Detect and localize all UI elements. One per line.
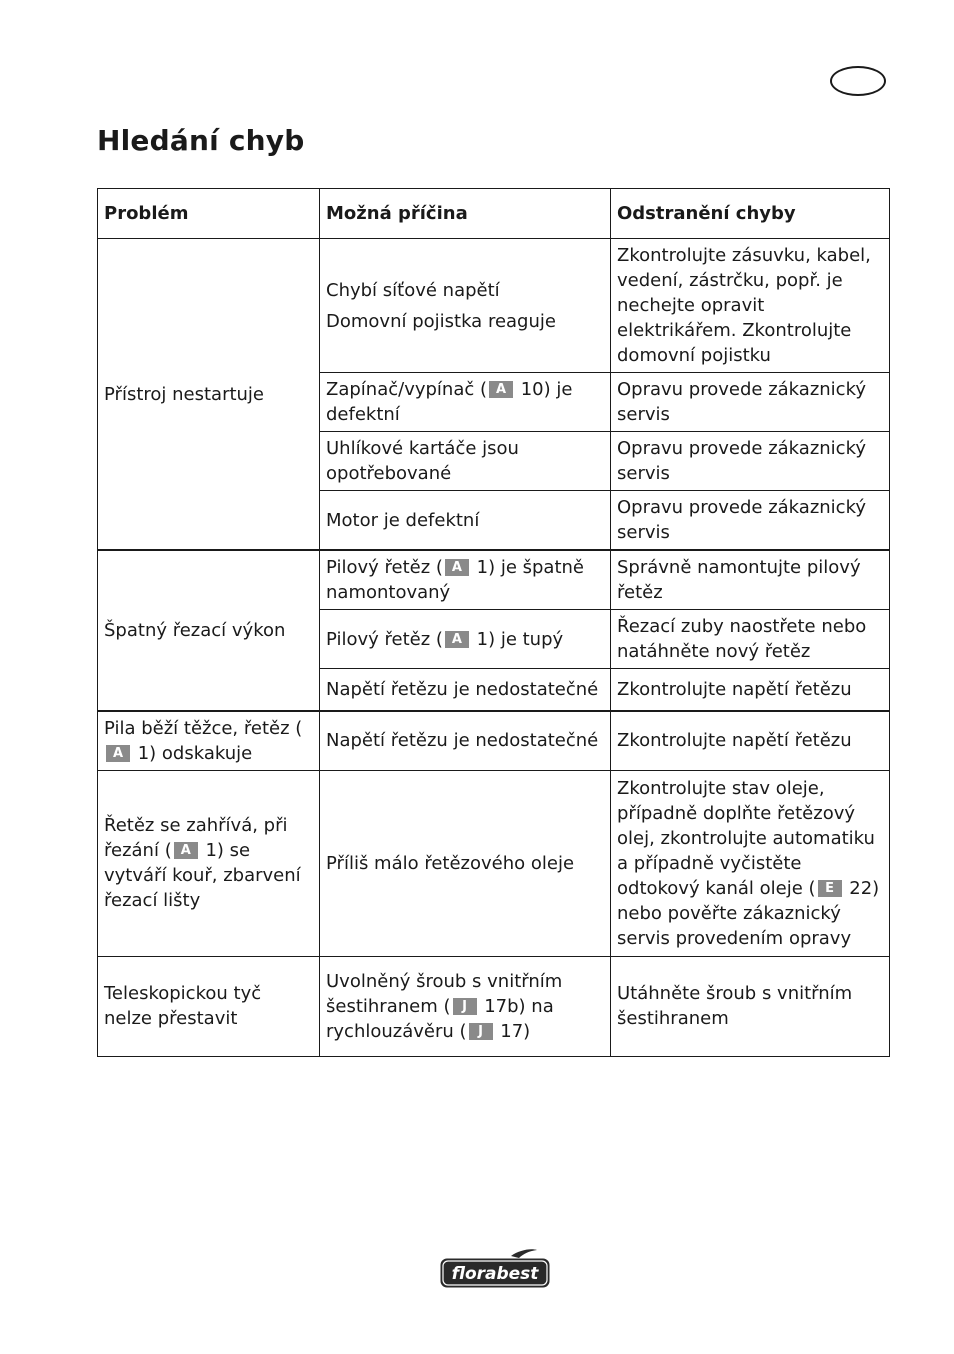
remedy-cell: Zkontrolujte zásuvku, kabel, vedení, zástrčku, popř. je nechejte opravit elektrikářem. Zkontrolujte domovní pojistku [611,239,890,373]
column-header-remedy: Odstranění chyby [611,189,890,239]
cause-cell: Zapínač/vypínač ( A 10) je defektní [320,373,611,432]
language-badge [830,66,886,96]
cause-cell: Pilový řetěz ( A 1) je tupý [320,610,611,669]
table-row [98,770,890,956]
figure-ref-badge: A [445,559,469,576]
figure-ref-badge: J [469,1023,493,1040]
figure-ref-badge: A [489,381,513,398]
problem-cell: Pila běží těžce, řetěz (A 1) odskakuje [98,711,320,771]
cause-cell: Pilový řetěz ( A 1) je špatně namontovaný [320,550,611,610]
remedy-cell: Utáhněte šroub s vnitřním šestihranem [611,956,890,1056]
remedy-cell: Správně namontujte pilový řetěz [611,550,890,610]
remedy-cell: Opravu provede zákaznický servis [611,432,890,491]
table-header-row [98,189,890,239]
cause-cell [320,239,611,373]
problem-cell: Špatný řezací výkon [98,550,320,711]
cause-line: Chybí síťové napětí [326,279,500,301]
remedy-cell: Zkontrolujte napětí řetězu [611,711,890,771]
remedy-cell: Zkontrolujte napětí řetězu [611,669,890,711]
logo-text: florabest [451,1264,539,1284]
cause-cell: Motor je defektní [320,491,611,551]
cause-cell: Příliš málo řetězového oleje [320,770,611,956]
table-row [98,956,890,1056]
figure-ref-badge: J [453,998,477,1015]
figure-ref-badge: E [818,880,842,897]
figure-ref-badge: A [174,842,198,859]
remedy-cell: Řezací zuby naostřete nebo natáhněte nový řetěz [611,610,890,669]
cause-cell: Napětí řetězu je nedostatečné [320,669,611,711]
cause-cell: Napětí řetězu je nedostatečné [320,711,611,771]
troubleshooting-table [97,188,890,1057]
page-title: Hledání chyb [97,124,305,157]
figure-ref-badge: A [445,631,469,648]
remedy-cell: Opravu provede zákaznický servis [611,373,890,432]
table-row [98,239,890,373]
problem-cell: Řetěz se zahřívá, při řezání ( A 1) se vytváří kouř, zbarvení řezací lišty [98,770,320,956]
column-header-problem: Problém [98,189,320,239]
figure-ref-badge: A [106,745,130,762]
table-row [98,550,890,610]
cause-line: Domovní pojistka reaguje [326,310,556,332]
remedy-cell: Opravu provede zákaznický servis [611,491,890,551]
cause-cell: Uhlíkové kartáče jsou opotřebované [320,432,611,491]
problem-cell: Přístroj nestartuje [98,239,320,551]
cause-cell: Uvolněný šroub s vnitřním šestihranem ( J 17b) na rychlouzávěru ( J 17) [320,956,611,1056]
problem-cell: Teleskopickou tyč nelze přestavit [98,956,320,1056]
table-row [98,711,890,771]
florabest-logo [439,1248,551,1290]
remedy-cell: Zkontrolujte stav oleje, případně doplňte řetězový olej, zkontrolujte automatiku a případně vyčistěte odtokový kanál oleje ( E 22) nebo pověřte zákaznický servis provedením opravy [611,770,890,956]
column-header-cause: Možná příčina [320,189,611,239]
